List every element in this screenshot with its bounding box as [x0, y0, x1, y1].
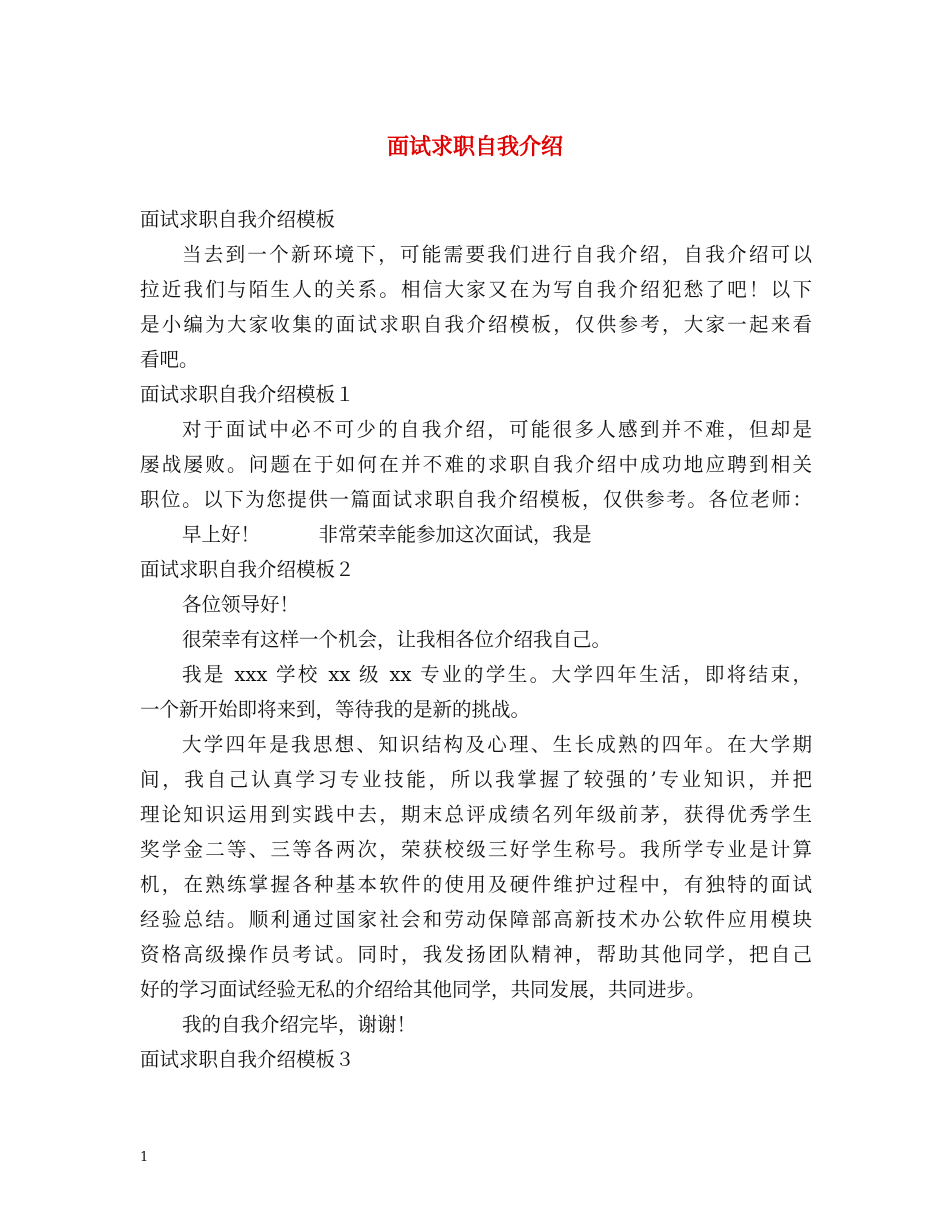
- text-line: 机，在熟练掌握各种基本软件的使用及硬件维护过程中，有独特的面试: [140, 873, 812, 896]
- text-line: 面试求职自我介绍模板: [140, 208, 336, 231]
- text-line: 对于面试中必不可少的自我介绍，可能很多人感到并不难，但却是: [182, 418, 812, 441]
- document-title: 面试求职自我介绍: [386, 134, 563, 160]
- text-line: 间，我自己认真学习专业技能，所以我掌握了较强的’专业知识，并把: [140, 768, 812, 791]
- text-line: 面试求职自我介绍模板３: [140, 1048, 355, 1071]
- text-line: 面试求职自我介绍模板２: [140, 558, 355, 581]
- text-line: 大学四年是我思想、知识结构及心理、生长成熟的四年。在大学期: [182, 733, 812, 756]
- text-line: 职位。以下为您提供一篇面试求职自我介绍模板，仅供参考。各位老师：: [140, 488, 812, 511]
- text-line: 很荣幸有这样一个机会，让我相各位介绍我自己。: [182, 628, 612, 651]
- text-line: 理论知识运用到实践中去，期末总评成绩名列年级前茅，获得优秀学生: [140, 803, 812, 826]
- text-line: 我是 xxx 学校 xx 级 xx 专业的学生。大学四年生活，即将结束，: [182, 663, 812, 686]
- text-line: 当去到一个新环境下，可能需要我们进行自我介绍，自我介绍可以: [182, 243, 812, 266]
- text-line: 面试求职自我介绍模板１: [140, 383, 355, 406]
- text-line: 经验总结。顺利通过国家社会和劳动保障部高新技术办公软件应用模块: [140, 908, 812, 931]
- text-line: 早上好！ 非常荣幸能参加这次面试，我是: [182, 523, 592, 546]
- text-line: 屡战屡败。问题在于如何在并不难的求职自我介绍中成功地应聘到相关: [140, 453, 812, 476]
- text-line: 各位领导好！: [182, 593, 300, 616]
- text-line: 奖学金二等、三等各两次，荣获校级三好学生称号。我所学专业是计算: [140, 838, 812, 861]
- text-line: 拉近我们与陌生人的关系。相信大家又在为写自我介绍犯愁了吧！以下: [140, 278, 812, 301]
- text-line: 看吧。: [140, 348, 199, 371]
- page-number: 1: [140, 1150, 149, 1165]
- document-body: [140, 202, 812, 1077]
- text-line: 一个新开始即将来到，等待我的是新的挑战。: [140, 698, 531, 721]
- text-line: 好的学习面试经验无私的介绍给其他同学，共同发展，共同进步。: [140, 978, 706, 1001]
- text-line: 是小编为大家收集的面试求职自我介绍模板，仅供参考，大家一起来看: [140, 313, 812, 336]
- text-line: 我的自我介绍完毕，谢谢！: [182, 1013, 417, 1036]
- text-line: 资格高级操作员考试。同时，我发扬团队精神，帮助其他同学，把自己: [140, 943, 812, 966]
